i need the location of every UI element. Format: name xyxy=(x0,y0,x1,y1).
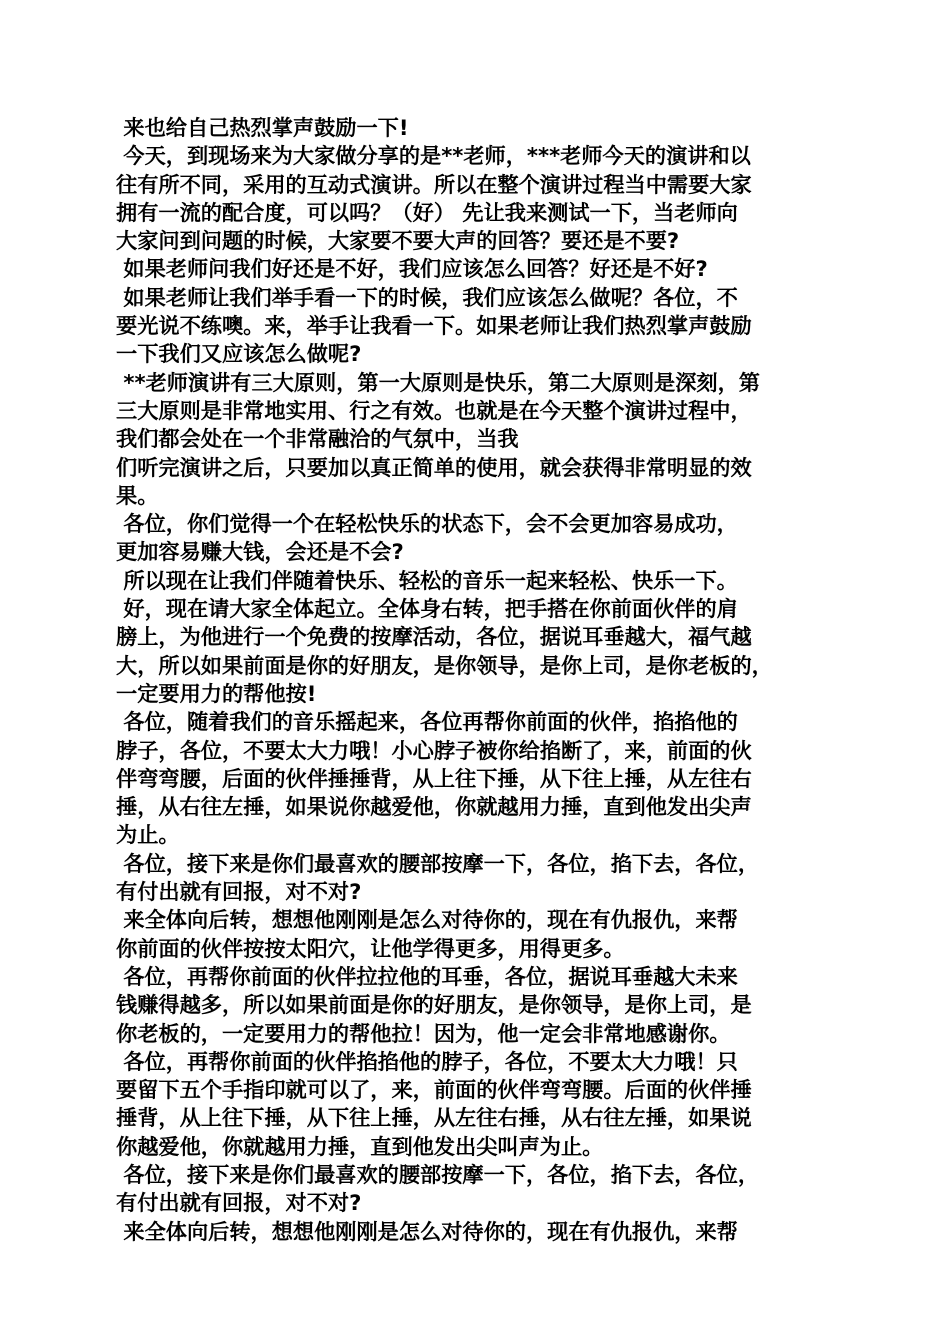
text-line: 伴弯弯腰，后面的伙伴捶捶背，从上往下捶，从下往上捶，从左往右 xyxy=(116,765,752,791)
text-line: 大，所以如果前面是你的好朋友，是你领导，是你上司，是你老板的， xyxy=(116,652,773,678)
text-line: 我们都会处在一个非常融洽的气氛中，当我 xyxy=(116,426,519,452)
text-line: 钱赚得越多，所以如果前面是你的好朋友，是你领导，是你上司，是 xyxy=(116,992,752,1018)
text-line: 你前面的伙伴按按太阳穴，让他学得更多，用得更多。 xyxy=(116,935,625,961)
text-line: 捶，从右往左捶，如果说你越爱他，你就越用力捶，直到他发出尖声 xyxy=(116,794,752,820)
text-line: 各位，你们觉得一个在轻松快乐的状态下，会不会更加容易成功， xyxy=(116,511,738,537)
text-line: 脖子，各位，不要太大力哦！小心脖子被你给掐断了，来，前面的伙 xyxy=(116,737,752,763)
text-line: 大家问到问题的时候，大家要不要大声的回答？要还是不要? xyxy=(116,228,680,254)
text-line: 如果老师让我们举手看一下的时候，我们应该怎么做呢？各位，不 xyxy=(116,284,738,310)
text-line: 拥有一流的配合度，可以吗？（好） 先让我来测试一下，当老师向 xyxy=(116,199,738,225)
text-line: 今天，到现场来为大家做分享的是**老师，***老师今天的演讲和以 xyxy=(116,143,751,169)
text-line: 各位，再帮你前面的伙伴拉拉他的耳垂，各位，据说耳垂越大未来 xyxy=(116,963,738,989)
text-line: 们听完演讲之后，只要加以真正简单的使用，就会获得非常明显的效 xyxy=(116,454,752,480)
text-line: 三大原则是非常地实用、行之有效。也就是在今天整个演讲过程中， xyxy=(116,397,752,423)
text-line: 各位，接下来是你们最喜欢的腰部按摩一下，各位，掐下去，各位， xyxy=(116,850,760,876)
text-line: 你越爱他，你就越用力捶，直到他发出尖叫声为止。 xyxy=(116,1133,604,1159)
text-line: 果。 xyxy=(116,482,159,508)
text-line: 各位，接下来是你们最喜欢的腰部按摩一下，各位，掐下去，各位， xyxy=(116,1161,760,1187)
text-line: 如果老师问我们好还是不好，我们应该怎么回答？好还是不好? xyxy=(116,256,708,282)
text-line: 来全体向后转，想想他刚刚是怎么对待你的，现在有仇报仇，来帮 xyxy=(116,907,738,933)
text-line: 更加容易赚大钱，会还是不会? xyxy=(116,539,404,565)
text-line: 来全体向后转，想想他刚刚是怎么对待你的，现在有仇报仇，来帮 xyxy=(116,1218,738,1244)
document-page xyxy=(116,114,846,1246)
text-line: 有付出就有回报，对不对? xyxy=(116,1190,362,1216)
text-line: 各位，再帮你前面的伙伴掐掐他的脖子，各位，不要太大力哦！只 xyxy=(116,1048,738,1074)
text-line: 要光说不练噢。来，举手让我看一下。如果老师让我们热烈掌声鼓励 xyxy=(116,313,752,339)
text-line: 好，现在请大家全体起立。全体身右转，把手搭在你前面伙伴的肩 xyxy=(116,596,738,622)
text-line: 一下我们又应该怎么做呢? xyxy=(116,341,362,367)
text-line: 你老板的，一定要用力的帮他拉！因为，他一定会非常地感谢你。 xyxy=(116,1020,731,1046)
text-line: 要留下五个手指印就可以了，来，前面的伙伴弯弯腰。后面的伙伴捶 xyxy=(116,1077,752,1103)
text-line: 一定要用力的帮他按! xyxy=(116,680,317,706)
text-line: 各位，随着我们的音乐摇起来，各位再帮你前面的伙伴，掐掐他的 xyxy=(116,709,738,735)
text-line: 膀上，为他进行一个免费的按摩活动，各位，据说耳垂越大，福气越 xyxy=(116,624,752,650)
text-line: 往有所不同，采用的互动式演讲。所以在整个演讲过程当中需要大家 xyxy=(116,171,752,197)
text-line: 捶背，从上往下捶，从下往上捶，从左往右捶，从右往左捶，如果说 xyxy=(116,1105,752,1131)
text-line: 所以现在让我们伴随着快乐、轻松的音乐一起来轻松、快乐一下。 xyxy=(116,567,738,593)
text-line: 为止。 xyxy=(116,822,180,848)
text-line: 来也给自己热烈掌声鼓励一下! xyxy=(116,115,409,140)
text-line: 有付出就有回报，对不对? xyxy=(116,879,362,905)
text-line: **老师演讲有三大原则，第一大原则是快乐，第二大原则是深刻，第 xyxy=(116,369,760,395)
